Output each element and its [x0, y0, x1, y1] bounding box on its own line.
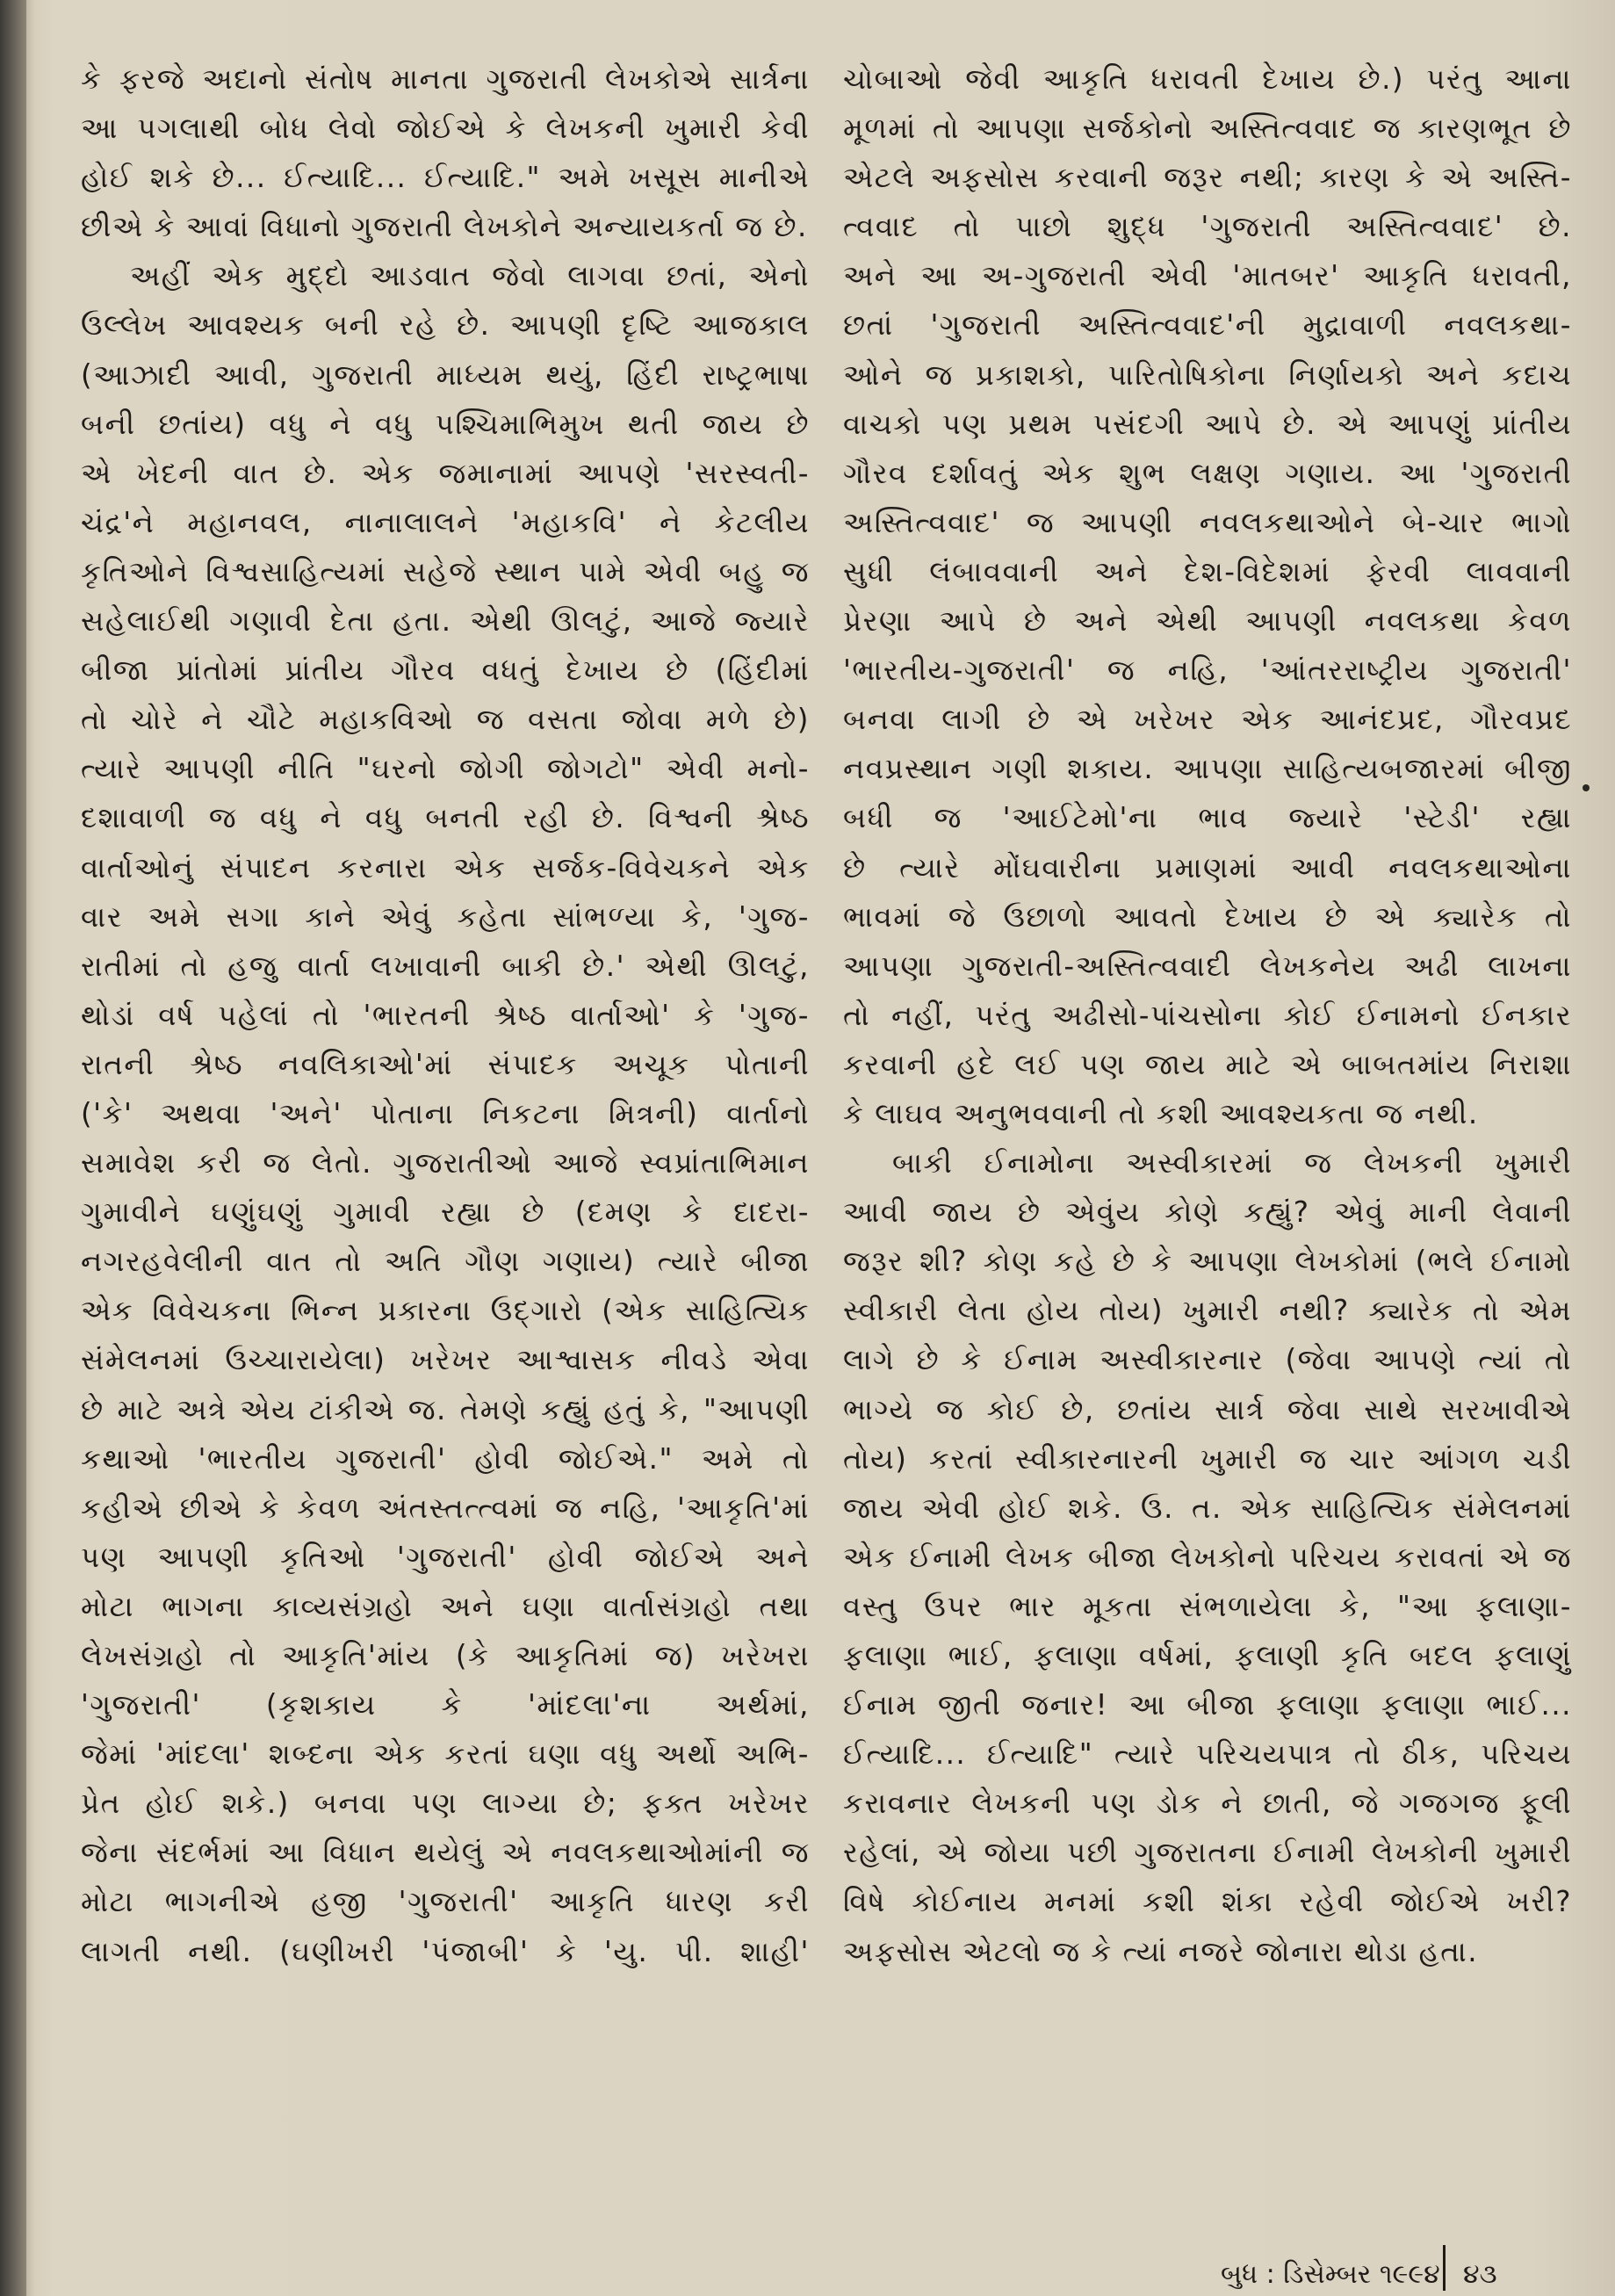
text-line: (આઝાદી આવી, ગુજરાતી માધ્યમ થયું, હિંદી રાષ્ટ્રભાષા: [81, 357, 810, 392]
text-line: ભાવમાં જે ઉછાળો આવતો દેખાય છે એ ક્યારેક તો: [843, 899, 1572, 934]
text-line: દશાવાળી જ વધુ ને વધુ બનતી રહી છે. વિશ્વની શ્રેષ્ઠ: [81, 801, 810, 835]
text-line: હોઈ શકે છે... ઈત્યાદિ... ઈત્યાદિ." અમે ખસૂસ માનીએ: [81, 161, 810, 195]
text-line: વાચકો પણ પ્રથમ પસંદગી આપે છે. એ આપણું પ્રાંતીય: [843, 407, 1572, 441]
text-line: કરવાની હદે લઈ પણ જાય માટે એ બાબતમાંય નિરાશા: [843, 1047, 1572, 1081]
text-line: ત્યારે આપણી નીતિ "ઘરનો જોગી જોગટો" એવી મનો-: [81, 752, 810, 786]
text-line: સંમેલનમાં ઉચ્ચારાયેલા) ખરેખર આશ્વાસક નીવડે એવા: [81, 1343, 810, 1377]
text-line: બનવા લાગી છે એ ખરેખર એક આનંદપ્રદ, ગૌરવપ્રદ: [843, 703, 1572, 737]
text-line: અસ્તિત્વવાદ' જ આપણી નવલકથાઓને બે-ચાર ભાગો: [843, 505, 1572, 539]
text-line: બીજા પ્રાંતોમાં પ્રાંતીય ગૌરવ વધતું દેખાય છે (હિંદીમાં: [81, 653, 810, 688]
text-line: કરાવનાર લેખકની પણ ડોક ને છાતી, જે ગજગજ ફૂલી: [843, 1787, 1572, 1821]
text-line: વાર અમે સગા કાને એવું કહેતા સાંભળ્યા કે, 'ગુજ-: [81, 899, 810, 934]
text-line: ભાગ્યે જ કોઈ છે, છતાંય સાર્ત્ર જેવા સાથે સરખાવીએ: [843, 1392, 1572, 1426]
text-line: જરૂર શી? કોણ કહે છે કે આપણા લેખકોમાં (ભલે ઈનામો: [843, 1245, 1572, 1279]
text-line: કથાઓ 'ભારતીય ગુજરાતી' હોવી જોઈએ." અમે તો: [81, 1441, 810, 1476]
text-line: પણ આપણી કૃતિઓ 'ગુજરાતી' હોવી જોઈએ અને: [81, 1540, 810, 1574]
text-line: ઓને જ પ્રકાશકો, પારિતોષિકોના નિર્ણાયકો અને કદાચ: [843, 357, 1572, 392]
text-line: પ્રેત હોઈ શકે.) બનવા પણ લાગ્યા છે; ફક્ત ખરેખર: [81, 1787, 810, 1821]
left-text-column: [81, 54, 810, 1976]
ink-speck: [1583, 784, 1590, 791]
text-line: આ પગલાથી બોધ લેવો જોઈએ કે લેખકની ખુમારી કેવી: [81, 112, 810, 146]
text-line: થોડાં વર્ષ પહેલાં તો 'ભારતની શ્રેષ્ઠ વાર્તાઓ' કે 'ગુજ-: [81, 998, 810, 1032]
text-line: રહેલાં, એ જોયા પછી ગુજરાતના ઈનામી લેખકોની ખુમારી: [843, 1836, 1572, 1870]
text-line: વિષે કોઈનાય મનમાં કશી શંકા રહેવી જોઈએ ખરી?: [843, 1885, 1572, 1919]
text-line: ચંદ્ર'ને મહાનવલ, નાનાલાલને 'મહાકવિ' ને કેટલીય: [81, 505, 810, 539]
footer-divider: [1443, 2245, 1446, 2291]
text-line: તોય) કરતાં સ્વીકારનારની ખુમારી જ ચાર આંગળ ચડી: [843, 1441, 1572, 1476]
text-line: ('કે' અથવા 'અને' પોતાના નિકટના મિત્રની) વાર્તાનો: [81, 1096, 810, 1130]
page-footer: [1221, 2259, 1590, 2291]
text-line: એટલે અફસોસ કરવાની જરૂર નથી; કારણ કે એ અસ્તિ-: [843, 161, 1572, 195]
text-line: તો ચોરે ને ચૌટે મહાકવિઓ જ વસતા જોવા મળે છે): [81, 703, 810, 737]
text-line: સુધી લંબાવવાની અને દેશ-વિદેશમાં ફેરવી લાવવાની: [843, 554, 1572, 588]
text-line: વાર્તાઓનું સંપાદન કરનારા એક સર્જક-વિવેચકને એક: [81, 850, 810, 884]
text-line: અહીં એક મુદ્દો આડવાત જેવો લાગવા છતાં, એનો: [130, 259, 810, 293]
text-line: ત્વવાદ તો પાછો શુદ્ધ 'ગુજરાતી અસ્તિત્વવાદ' છે.: [843, 210, 1572, 244]
publication-date: બુધ : ડિસેમ્બર ૧૯૯૪: [1221, 2259, 1440, 2290]
text-line: ઉલ્લેખ આવશ્યક બની રહે છે. આપણી દૃષ્ટિ આજકાલ: [81, 308, 810, 343]
text-line: સ્વીકારી લેતા હોય તોય) ખુમારી નથી? ક્યારેક તો એમ: [843, 1294, 1572, 1328]
text-line: લાગે છે કે ઈનામ અસ્વીકારનાર (જેવા આપણે ત્યાં તો: [843, 1343, 1572, 1377]
text-line: છતાં 'ગુજરાતી અસ્તિત્વવાદ'ની મુદ્રાવાળી નવલકથા-: [843, 308, 1572, 343]
text-line: એક વિવેચકના ભિન્ન પ્રકારના ઉદ્ગારો (એક સાહિત્યિક: [81, 1294, 810, 1328]
binding-edge: [0, 0, 26, 2296]
text-line: મોટા ભાગના કાવ્યસંગ્રહો અને ઘણા વાર્તાસંગ્રહો તથા: [81, 1589, 810, 1623]
text-line: કે લાઘવ અનુભવવાની તો કશી આવશ્યકતા જ નથી.: [843, 1096, 1479, 1130]
text-line: બની છતાંય) વધુ ને વધુ પશ્ચિમાભિમુખ થતી જાય છે: [81, 407, 810, 441]
text-line: છીએ કે આવાં વિધાનો ગુજરાતી લેખકોને અન્યાયકર્તા જ છે.: [81, 210, 808, 244]
text-line: લેખસંગ્રહો તો આકૃતિ'માંય (કે આકૃતિમાં જ) ખરેખરા: [81, 1639, 810, 1672]
text-line: 'ભારતીય-ગુજરાતી' જ નહિ, 'આંતરરાષ્ટ્રીય ગુજરાતી': [843, 653, 1572, 688]
text-line: જાય એવી હોઈ શકે. ઉ. ત. એક સાહિત્યિક સંમેલનમાં: [843, 1491, 1572, 1525]
right-text-column: [843, 54, 1572, 1976]
text-line: છે માટે અત્રે એય ટાંકીએ જ. તેમણે કહ્યું હતું કે, "આપણી: [81, 1392, 810, 1426]
text-line: કૃતિઓને વિશ્વસાહિત્યમાં સહેજે સ્થાન પામે એવી બહુ જ: [81, 554, 810, 588]
text-line: એ ખેદની વાત છે. એક જમાનામાં આપણે 'સરસ્વતી-: [81, 456, 810, 490]
text-line: ચોબાઓ જેવી આકૃતિ ધરાવતી દેખાય છે.) પરંતુ આના: [843, 62, 1572, 96]
text-line: છે ત્યારે મોંઘવારીના પ્રમાણમાં આવી નવલકથાઓના: [843, 850, 1572, 884]
text-line: ફલાણા ભાઈ, ફલાણા વર્ષમાં, ફલાણી કૃતિ બદલ ફલાણું: [843, 1639, 1572, 1672]
text-line: જેમાં 'માંદલા' શબ્દના એક કરતાં ઘણા વધુ અર્થો અભિ-: [81, 1737, 810, 1772]
text-line: વસ્તુ ઉપર ભાર મૂકતા સંભળાયેલા કે, "આ ફલાણા-: [843, 1589, 1572, 1623]
text-line: સહેલાઈથી ગણાવી દેતા હતા. એથી ઊલટું, આજે જ્યારે: [81, 604, 810, 639]
text-line: કે ફરજે અદાનો સંતોષ માનતા ગુજરાતી લેખકોએ સાર્ત્રના: [81, 62, 810, 96]
text-line: બાકી ઈનામોના અસ્વીકારમાં જ લેખકની ખુમારી: [892, 1146, 1572, 1180]
text-line: સમાવેશ કરી જ લેતો. ગુજરાતીઓ આજે સ્વપ્રાંતાભિમાન: [81, 1146, 810, 1180]
text-line: ઈત્યાદિ... ઈત્યાદિ" ત્યારે પરિચયપાત્ર તો ઠીક, પરિચય: [843, 1737, 1572, 1772]
text-line: મૂળમાં તો આપણા સર્જકોનો અસ્તિત્વવાદ જ કારણભૂત છે: [843, 112, 1572, 146]
text-line: આવી જાય છે એવુંય કોણે કહ્યું? એવું માની લેવાની: [843, 1195, 1572, 1230]
text-line: ઈનામ જીતી જનાર! આ બીજા ફલાણા ફલાણા ભાઈ...: [843, 1688, 1572, 1722]
text-line: ગુમાવીને ઘણુંઘણું ગુમાવી રહ્યા છે (દમણ કે દાદરા-: [81, 1195, 810, 1230]
text-line: કહીએ છીએ કે કેવળ અંતસ્તત્ત્વમાં જ નહિ, 'આકૃતિ'માં: [81, 1491, 810, 1525]
text-line: રાતની શ્રેષ્ઠ નવલિકાઓ'માં સંપાદક અચૂક પોતાની: [81, 1047, 810, 1081]
text-line: જેના સંદર્ભમાં આ વિધાન થયેલું એ નવલકથાઓમાંની જ: [81, 1836, 810, 1870]
text-line: ગૌરવ દર્શાવતું એક શુભ લક્ષણ ગણાય. આ 'ગુજરાતી: [843, 456, 1572, 490]
text-line: અફસોસ એટલો જ કે ત્યાં નજરે જોનારા થોડા હતા.: [843, 1934, 1479, 1968]
text-line: એક ઈનામી લેખક બીજા લેખકોનો પરિચય કરાવતાં એ જ: [843, 1540, 1572, 1574]
text-line: મોટા ભાગનીએ હજી 'ગુજરાતી' આકૃતિ ધારણ કરી: [81, 1885, 810, 1919]
text-line: પ્રેરણા આપે છે અને એથી આપણી નવલકથા કેવળ: [843, 604, 1572, 639]
text-line: નગરહવેલીની વાત તો અતિ ગૌણ ગણાય) ત્યારે બીજા: [81, 1245, 810, 1279]
text-line: તો નહીં, પરંતુ અઢીસો-પાંચસોના કોઈ ઈનામનો ઈનકાર: [843, 998, 1572, 1032]
text-line: નવપ્રસ્થાન ગણી શકાય. આપણા સાહિત્યબજારમાં બીજી: [843, 752, 1572, 786]
page-number: ૪૩: [1463, 2259, 1497, 2290]
text-line: લાગતી નથી. (ઘણીખરી 'પંજાબી' કે 'યુ. પી. શાહી': [81, 1934, 810, 1968]
text-line: બધી જ 'આઈટેમો'ના ભાવ જ્યારે 'સ્ટેડી' રહ્યા: [843, 801, 1572, 835]
text-line: 'ગુજરાતી' (કૃશકાય કે 'માંદલા'ના અર્થમાં,: [81, 1688, 810, 1722]
text-line: આપણા ગુજરાતી-અસ્તિત્વવાદી લેખકનેય અઢી લાખના: [843, 949, 1572, 983]
text-line: રાતીમાં તો હજુ વાર્તા લખાવાની બાકી છે.' એથી ઊલટું,: [81, 949, 810, 983]
text-line: અને આ અ-ગુજરાતી એવી 'માતબર' આકૃતિ ધરાવતી,: [843, 259, 1572, 293]
